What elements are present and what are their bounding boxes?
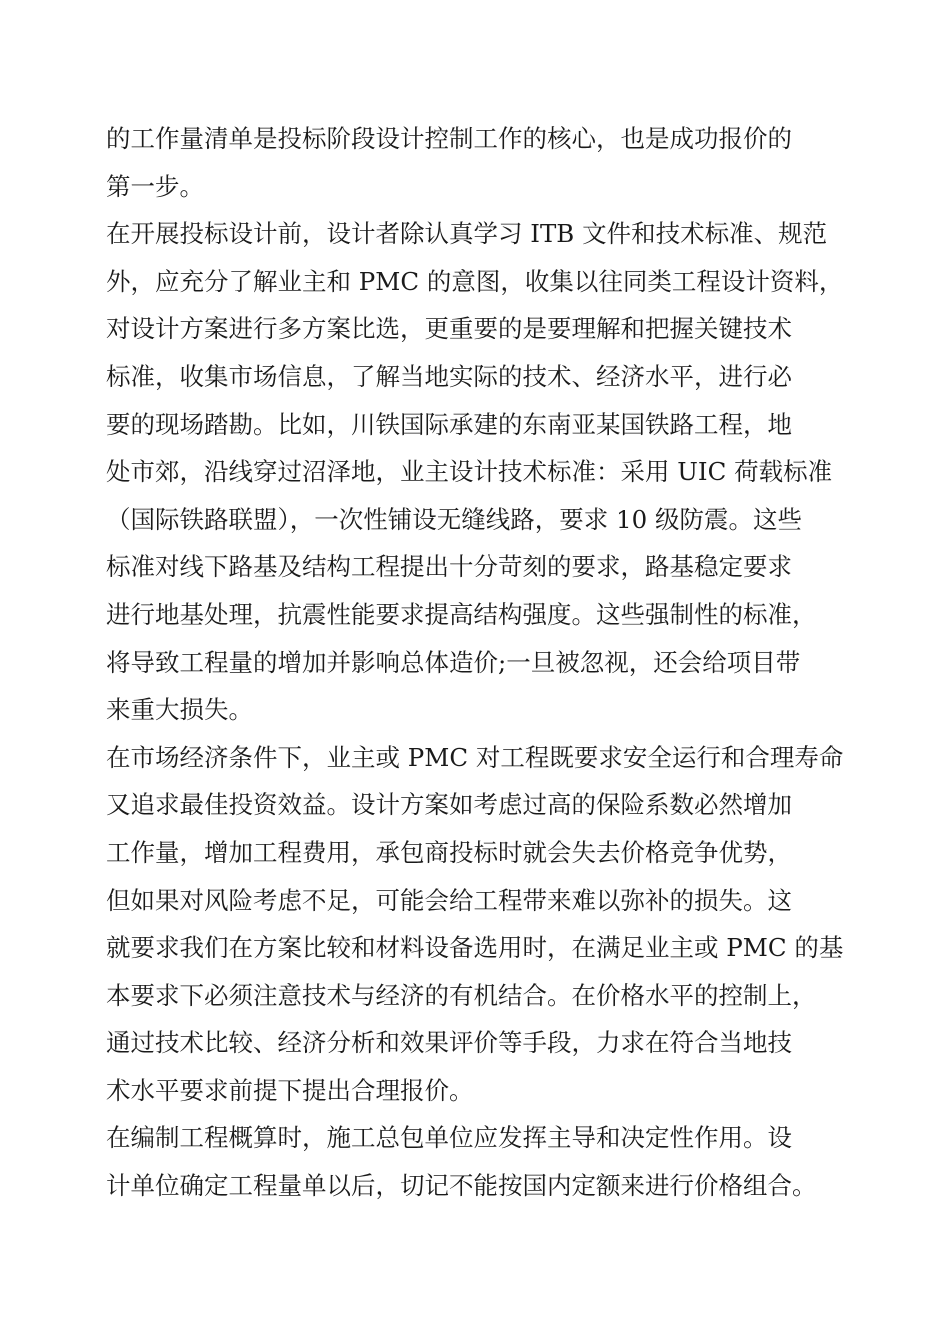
- text-line: 在编制工程概算时，施工总包单位应发挥主导和决定性作用。设: [106, 1123, 792, 1153]
- text-line: （国际铁路联盟），一次性铺设无缝线路，要求 10 级防震。这些: [106, 504, 802, 534]
- text-line: 标准对线下路基及结构工程提出十分苛刻的要求，路基稳定要求: [106, 552, 792, 582]
- text-line: 外，应充分了解业主和 PMC 的意图，收集以往同类工程设计资料，: [106, 266, 844, 296]
- text-line: 工作量，增加工程费用，承包商投标时就会失去价格竞争优势，: [106, 837, 792, 867]
- text-line: 来重大损失。: [106, 695, 253, 725]
- text-line: 将导致工程量的增加并影响总体造价;一旦被忽视，还会给项目带: [106, 647, 801, 677]
- text-line: 第一步。: [106, 171, 204, 201]
- text-line: 在市场经济条件下，业主或 PMC 对工程既要求安全运行和合理寿命: [106, 742, 844, 772]
- text-line: 本要求下必须注意技术与经济的有机结合。在价格水平的控制上，: [106, 980, 817, 1010]
- text-line: 术水平要求前提下提出合理报价。: [106, 1075, 474, 1105]
- text-line: 计单位确定工程量单以后，切记不能按国内定额来进行价格组合。: [106, 1171, 817, 1201]
- text-line: 又追求最佳投资效益。设计方案如考虑过高的保险系数必然增加: [106, 790, 792, 820]
- text-line: 进行地基处理，抗震性能要求提高结构强度。这些强制性的标准，: [106, 599, 817, 629]
- text-line: 要的现场踏勘。比如，川铁国际承建的东南亚某国铁路工程，地: [106, 409, 792, 439]
- text-line: 标准，收集市场信息，了解当地实际的技术、经济水平，进行必: [106, 361, 792, 391]
- text-line: 就要求我们在方案比较和材料设备选用时，在满足业主或 PMC 的基: [106, 933, 844, 963]
- text-line: 但如果对风险考虑不足，可能会给工程带来难以弥补的损失。这: [106, 885, 792, 915]
- text-line: 通过技术比较、经济分析和效果评价等手段，力求在符合当地技: [106, 1028, 792, 1058]
- text-line: 对设计方案进行多方案比选，更重要的是要理解和把握关键技术: [106, 314, 792, 344]
- body-text: [106, 115, 846, 1210]
- text-line: 处市郊，沿线穿过沼泽地，业主设计技术标准：采用 UIC 荷载标准: [106, 457, 833, 487]
- text-line: 在开展投标设计前，设计者除认真学习 ITB 文件和技术标准、规范: [106, 219, 828, 249]
- text-line: 的工作量清单是投标阶段设计控制工作的核心，也是成功报价的: [106, 124, 792, 153]
